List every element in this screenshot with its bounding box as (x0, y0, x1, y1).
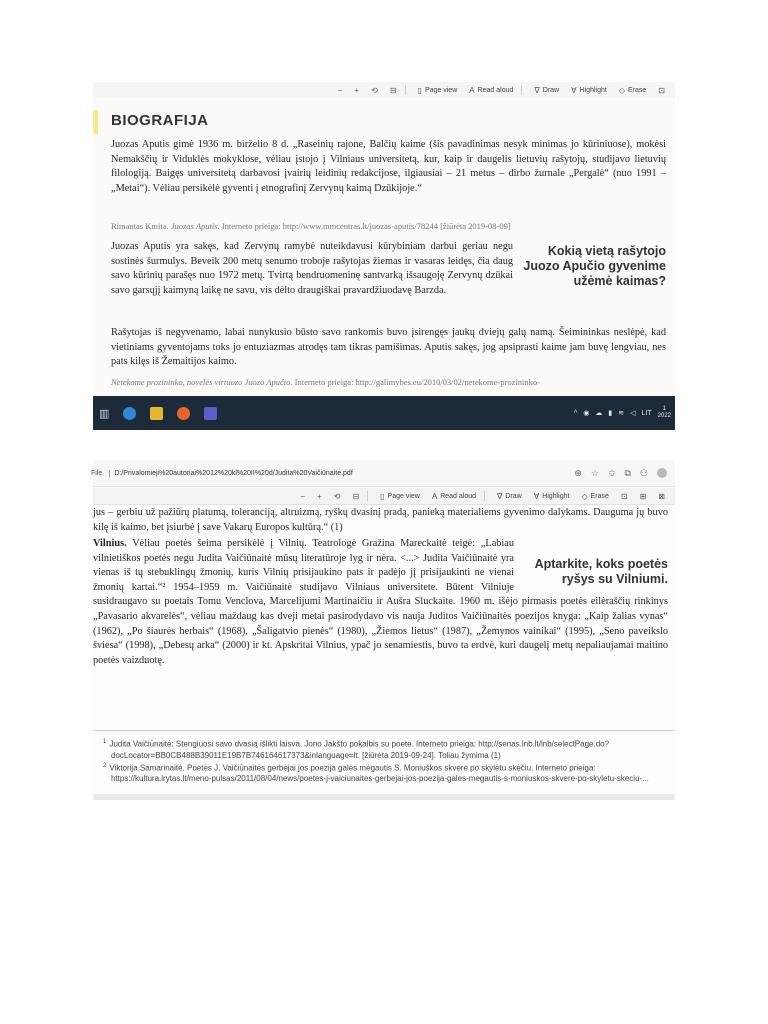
rotate-button[interactable] (371, 86, 378, 95)
minus-icon: − (300, 491, 306, 501)
print-button[interactable] (621, 492, 628, 501)
toolbar-label: Erase (628, 86, 647, 94)
save-as-button[interactable] (658, 492, 665, 501)
erase-icon: ◇ (581, 491, 588, 501)
rotate-icon: ⟲ (371, 85, 378, 95)
zoom-icon[interactable]: ⊕ (574, 467, 582, 478)
minus-button[interactable] (300, 492, 305, 501)
read-aloud-icon: A (431, 491, 438, 501)
toolbar-label: Draw (542, 86, 560, 94)
page-view-button[interactable] (380, 492, 420, 501)
fit-page-button[interactable] (352, 492, 359, 501)
read-aloud-button[interactable] (432, 492, 476, 501)
address-bar (93, 460, 675, 487)
draw-button[interactable] (534, 86, 559, 95)
toolbar-separator (405, 85, 406, 95)
source-link[interactable]: Interneto prieiga: http://galimybes.eu/2010/03/02/netekome-prozininko- (294, 377, 540, 387)
onedrive-icon[interactable]: ☁ (595, 410, 603, 417)
toolbar-label: Highlight (542, 492, 570, 500)
print-icon: ⊡ (620, 491, 628, 501)
minus-button[interactable] (338, 86, 343, 95)
volume-icon[interactable]: ◁ (630, 410, 636, 417)
highlight-icon: ∀ (533, 491, 540, 501)
plus-button[interactable] (317, 492, 322, 501)
read-aloud-button[interactable] (469, 86, 513, 95)
footnote-number: 2 (103, 762, 107, 769)
file-explorer-icon[interactable] (150, 407, 163, 420)
erase-button[interactable] (619, 86, 646, 95)
clock-date: 2022 (657, 413, 671, 419)
file-label: File (91, 469, 103, 477)
source-title: Juozas Aputis. (170, 221, 220, 231)
windows-taskbar (93, 396, 675, 430)
edge-browser-icon[interactable] (123, 407, 136, 420)
paragraph-zervynai (111, 240, 513, 298)
task-view-icon[interactable]: ▥ (99, 407, 110, 420)
toolbar-separator (484, 491, 485, 501)
page-view-button[interactable] (418, 86, 458, 95)
footnote-text: Viktorija Samarinaitė. Poetės J. Vaičiūnaitės gerbėjai jos poezija galės mėgautis S. Moniuškos skvere po skylėtu skėčiu. Interneto prieiga: https://kultura.lrytas.lt/meno-pulsas/2011/08/04/news/poetes-j-vaiciunaites-gerbejai-jos-poezija-gales-megautis-s-moniuskos-skvere-po-skyletu-skeciu-... (109, 763, 649, 784)
plus-icon: + (317, 491, 322, 501)
source-citation-2 (111, 377, 540, 387)
clock-time: 1 (662, 406, 666, 412)
network-icon[interactable]: ◉ (583, 410, 590, 417)
toolbar-label: Draw (505, 492, 522, 500)
firefox-icon[interactable] (177, 407, 190, 420)
paragraph-body: Vėliau poetės šeima persikėlė į Vilnių. Teatrologė Gražina Mareckaitė teigė: „Labiau vilnietiškos poetės negu Judita Vaičiūnaitė mūsų literatūroje lyg ir nėra. <...> Judita Vaičiūnaitė yra vienas iš tų stebuklingų žmonių, kuris Vilnių prisijaukino pats ir padėjo jį prisijaukinti ne vienai žmonių kartai.“² 1954–1959 m. Vaičiūnaitė studijavo Vilniaus universitete. Būtent Vilniuje susidraugavo su poetais Tomu Venclova, Marcelijumi Martinaičiu ir Aušra Sluckaite. 1960 m. išėjo pirmasis poetės eilėraščių rinkinys „Pavasario akvarelės“, vėliau maždaug kas dveji metai pasirodydavo vis nauja Juditos Vaičiūnaitės poezijos knyga: „Kaip žalias vynas“ (1962), „Po šiaurės herbais“ (1968), „Šaligatvio pienės“ (1980), „Žiemos lietus“ (1987), „Žemynos vainikai“ (1995), „Seno paveikslo šviesa“ (1998), „Debesų arka“ (2000) ir kt. Apskritai Vilnius, ypač jo senamiestis, buvo ta erdvė, kuri daugelį metų nepaliaujamai maitino poetės vaizduotę. (93, 538, 668, 666)
paragraph-house (111, 326, 666, 370)
screenshot-biografija (93, 82, 675, 430)
paragraph-vilnius (93, 537, 668, 668)
footnote-number: 1 (103, 739, 107, 745)
source-author: Rimantas Kmita. (111, 221, 169, 231)
erase-button[interactable] (581, 492, 608, 501)
print-button[interactable] (658, 86, 665, 95)
biography-quote (111, 138, 666, 196)
teams-icon[interactable] (204, 407, 217, 420)
extensions-icon[interactable]: ⚇ (639, 467, 648, 478)
footnotes (93, 730, 675, 784)
toolbar-label: Page view (387, 492, 420, 500)
profile-avatar[interactable] (657, 468, 667, 478)
clock[interactable] (658, 406, 671, 420)
chevron-up-icon[interactable]: ^ (573, 409, 578, 417)
fit-page-button[interactable] (390, 86, 397, 95)
read-aloud-icon: A (469, 85, 475, 95)
heading-accent-bar (93, 110, 98, 134)
footnote-1 (93, 737, 675, 761)
minus-icon: − (337, 85, 343, 95)
toolbar-separator (521, 85, 522, 95)
fit-page-icon: ⊟ (352, 491, 360, 501)
page-view-icon: ▯ (417, 85, 422, 95)
collections-icon[interactable]: ⧉ (624, 467, 631, 478)
pdf-toolbar (93, 82, 675, 98)
draw-icon: ∇ (534, 85, 540, 95)
print-icon: ⊡ (658, 85, 665, 95)
draw-icon: ∇ (497, 491, 503, 501)
footnote-text: Judita Vaičiūnaitė: Stengiuosi savo dvasią išlikti laisva. Jono Jakšto pokalbis su poete. Interneto prieiga: http://senas.lnb.lt/lnb/selectPage.do?docLocator=BB0CB488B39011E19B7B746164617373&inlanguage=lt. [žiūrėta 2019-09-24]. Toliau žymima (1) (109, 739, 610, 760)
plus-button[interactable] (354, 86, 359, 95)
screenshot-vilnius (93, 460, 675, 800)
info-icon[interactable]: | (108, 468, 111, 478)
footnote-2 (93, 761, 675, 785)
page-view-icon: ▯ (380, 491, 385, 501)
toolbar-label: Highlight (579, 86, 607, 94)
paragraph-zervynai-text: Juozas Aputis yra sakęs, kad Zervynų ramybė nuteikdavusi kūrybiniam darbui geriau negu sostinės šurmulys. Beveik 200 metų senumo troboje rašytojas žiemas ir vasaras leidęs, čia daug savo kūrinių parašęs nuo 1972 metų. Tvirtą bendruomeninę santvarką išsaugoję Zervynų dzūkai savo garsųjį kaimyną laikę ne savu, vis dėlto draugiškai pravardžiuodavę Barzda. (111, 241, 513, 296)
wifi-icon[interactable]: ≋ (618, 410, 625, 417)
save-button[interactable] (640, 492, 647, 501)
toolbar-label: Page view (424, 86, 458, 94)
page-edge (93, 794, 675, 800)
rotate-button[interactable] (334, 492, 341, 501)
highlight-button[interactable] (534, 492, 570, 501)
system-tray (574, 406, 671, 420)
highlight-button[interactable] (571, 86, 607, 95)
erase-icon: ◇ (618, 85, 625, 95)
save-as-icon: ⊠ (658, 491, 665, 501)
rotate-icon: ⟲ (333, 491, 341, 501)
url-field[interactable]: D:/Privalomieji%20autoriai%2012%20kl%20II%20d/Judita%20Vaičiūnaitė.pdf (114, 469, 353, 477)
favorite-star-icon[interactable]: ☆ (590, 467, 599, 478)
language-indicator[interactable]: LIT (641, 409, 652, 417)
question-box: Aptarkite, koks poetės ryšys su Vilniumi. (534, 557, 668, 586)
toolbar-label: Erase (590, 492, 609, 500)
fit-page-icon: ⊟ (389, 85, 397, 95)
toolbar-separator (367, 491, 368, 501)
battery-icon[interactable]: ▮ (608, 410, 613, 417)
biography-quote-text: Juozas Aputis gimė 1936 m. birželio 8 d. „Raseinių rajone, Balčių kaime (šis pavadinimas nesyk minimas jo kūriniuose), mokėsi Nemakščių ir Viduklės mokyklose, vėliau įstojo į Vilniaus universitetą, kur, kaip ir daugelis lietuvių rašytojų, studijavo lietuvių filologiją. Baigęs universitetą darbavosi įvairių leidinių redakcijose, ilgiausiai – 21 metus – dirbo žurnale „Pergalė“ (nuo 1991 – „Metai“). Vėliau persikėlė gyventi į etnografinį Zervynų kaimą Dzūkijoje.“ (111, 139, 666, 194)
source-citation-1 (111, 221, 511, 231)
plus-icon: + (354, 85, 360, 95)
toolbar-label: Read aloud (477, 86, 514, 94)
paragraph-lead: Vilnius. (93, 538, 127, 549)
toolbar-label: Read aloud (440, 492, 476, 500)
highlight-icon: ∀ (571, 85, 577, 95)
paragraph-culture-text: jus – gerbiu už pažiūrų platumą, toleranciją, altruizmą, ryškų dvasinį pradą, panieką materialiems gyvenimo dalykams. Dauguma jų buvo kilę iš kaimo, bet įsiurbė į save Vakarų Europos kultūrą.“ (1) (93, 507, 668, 533)
pdf-toolbar (93, 488, 675, 505)
paragraph-culture (93, 506, 668, 535)
source-title: Netekome prozininko, novelės virtuozo Juozo Apučio. (111, 377, 293, 387)
section-heading: BIOGRAFIJA (111, 112, 209, 129)
question-box: Kokią vietą rašytojo Juozo Apučio gyvenime užėmė kaimas? (523, 244, 666, 288)
draw-button[interactable] (497, 492, 522, 501)
save-icon: ⊞ (639, 491, 647, 501)
paragraph-house-text: Rašytojas iš negyvenamo, labai nunykusio būsto savo rankomis buvo įsirengęs jaukų dviejų galų namą. Šeimininkas neslėpė, kad vietiniams gyventojams toks jo entuziazmas atrodęs tam tikras pamišimas. Aputis sakęs, jog apsiprasti kaime jam buvę lengviau, nes pats kilęs iš Žemaitijos kaimo. (111, 327, 666, 368)
favorites-icon[interactable]: ✩ (607, 467, 616, 478)
source-link[interactable]: Interneto prieiga: http://www.mmcentras.lt/juozas-aputis/78244 [žiūrėta 2019-08-09] (221, 221, 511, 231)
